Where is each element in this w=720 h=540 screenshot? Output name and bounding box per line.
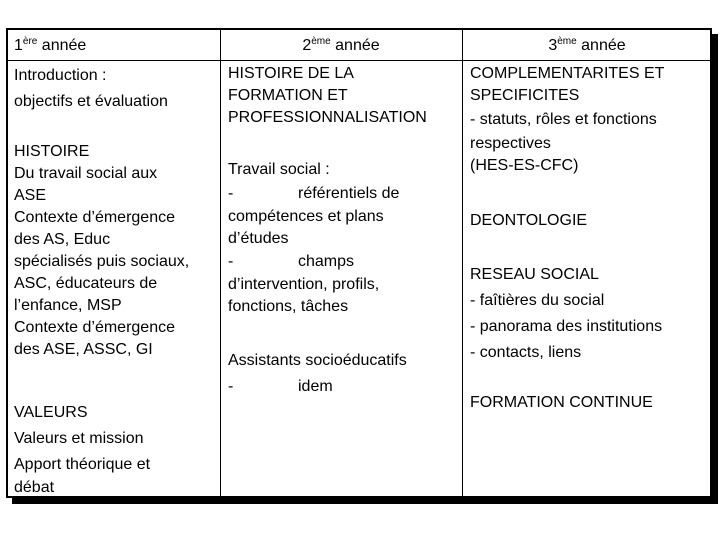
- header-year-3: 3ème année: [548, 36, 626, 54]
- col2-assistants: Assistants socioéducatifs - idem: [228, 352, 407, 395]
- curriculum-table: [6, 28, 712, 498]
- col3-complementarites: COMPLEMENTARITES ET SPECIFICITES - statuts, rôles et fonctions respectives (HES-ES-CFC): [470, 65, 665, 174]
- col3-deontologie: DEONTOLOGIE: [470, 212, 588, 229]
- header-divider: [8, 60, 710, 61]
- header-year-1: 1ère année: [14, 36, 87, 54]
- col2-histoire-formation: HISTOIRE DE LA FORMATION ET PROFESSIONNALISATION: [228, 65, 427, 126]
- col2-travail-social: Travail social : - référentiels de compétences et plans d’études - champs d’intervention, profils, fonctions, tâches: [228, 161, 400, 315]
- col3-formation-continue: FORMATION CONTINUE: [470, 394, 653, 411]
- col3-reseau: RESEAU SOCIAL - faîtières du social - panorama des institutions - contacts, liens: [470, 266, 663, 361]
- header-year-2: 2ème année: [302, 36, 380, 54]
- column-divider-1: [220, 30, 221, 496]
- column-divider-2: [462, 30, 463, 496]
- col1-histoire: HISTOIRE Du travail social aux ASE Contexte d’émergence des AS, Educ spécialisés puis sociaux, ASC, éducateurs de l’enfance, MSP Contexte d’émergence des ASE, ASSC, GI: [14, 143, 190, 358]
- col1-valeurs: VALEURS Valeurs et mission Apport théorique et débat: [14, 404, 151, 496]
- col1-intro: Introduction : objectifs et évaluation: [14, 67, 168, 110]
